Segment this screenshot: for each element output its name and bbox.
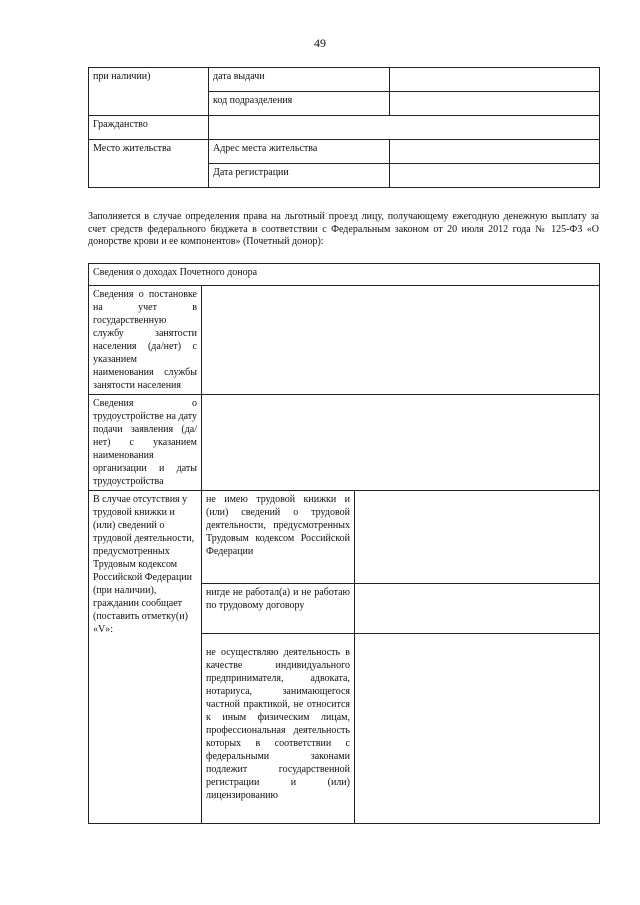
personal-data-table <box>88 67 600 188</box>
issue-date-field[interactable] <box>390 68 600 92</box>
checkbox-not-worked[interactable] <box>355 584 600 634</box>
income-header: Сведения о доходах Почетного донора <box>89 264 600 286</box>
employment-service-label: Сведения о постановке на учет в государственную службу занятости населения (да/нет) с указанием наименования службы занятости населения <box>89 286 202 395</box>
intro-paragraph: Заполняется в случае определения права на льготный проезд лицу, получающему ежегодную денежную выплату за счет средств федерального бюджета в соответствии с Федеральным законом от 20 июля 2012 года № 125-ФЗ «О донорстве крови и ее компонентов» (Почетный донор): <box>88 211 599 247</box>
checkbox-no-activity[interactable] <box>355 634 600 824</box>
residence-address-label: Адрес места жительства <box>209 140 390 164</box>
division-code-label: код подразделения <box>209 92 390 116</box>
registration-date-field[interactable] <box>390 164 600 188</box>
document-label: при наличии) <box>89 68 209 116</box>
residence-label: Место жительства <box>89 140 209 188</box>
table-row <box>89 395 600 491</box>
residence-address-field[interactable] <box>390 140 600 164</box>
checkbox-no-workbook[interactable] <box>355 491 600 584</box>
no-workbook-label: В случае отсутствия у трудовой книжки и (или) сведений о трудовой деятельности, предусмотренных Трудовым кодексом Российской Федерации (при наличии), гражданин сообщает (поставить отметку(и) «V»: <box>89 491 202 824</box>
table-row <box>89 286 600 395</box>
option-not-worked: нигде не работал(а) и не работаю по трудовому договору <box>202 584 355 634</box>
table-row <box>89 264 600 286</box>
employment-info-field[interactable] <box>202 395 600 491</box>
citizenship-label: Гражданство <box>89 116 209 140</box>
table-row <box>89 140 600 164</box>
employment-info-label: Сведения о трудоустройстве на дату подачи заявления (да/нет) с указанием наименования организации и даты трудоустройства <box>89 395 202 491</box>
table-row <box>89 116 600 140</box>
page-number: 49 <box>314 36 326 50</box>
employment-service-field[interactable] <box>202 286 600 395</box>
division-code-field[interactable] <box>390 92 600 116</box>
issue-date-label: дата выдачи <box>209 68 390 92</box>
option-no-workbook: не имею трудовой книжки и (или) сведений о трудовой деятельности, предусмотренных Трудовым кодексом Российской Федерации <box>202 491 355 584</box>
table-row <box>89 68 600 92</box>
donor-income-table <box>88 263 600 824</box>
registration-date-label: Дата регистрации <box>209 164 390 188</box>
option-no-activity: не осуществляю деятельность в качестве индивидуального предпринимателя, адвоката, нотариуса, занимающегося частной практикой, не относится к иным физическим лицам, профессиональная деятельность которых в соответствии с федеральными законами подлежит государственной регистрации и (или) лицензированию <box>202 634 355 824</box>
citizenship-field[interactable] <box>209 116 600 140</box>
table-row <box>89 491 600 584</box>
